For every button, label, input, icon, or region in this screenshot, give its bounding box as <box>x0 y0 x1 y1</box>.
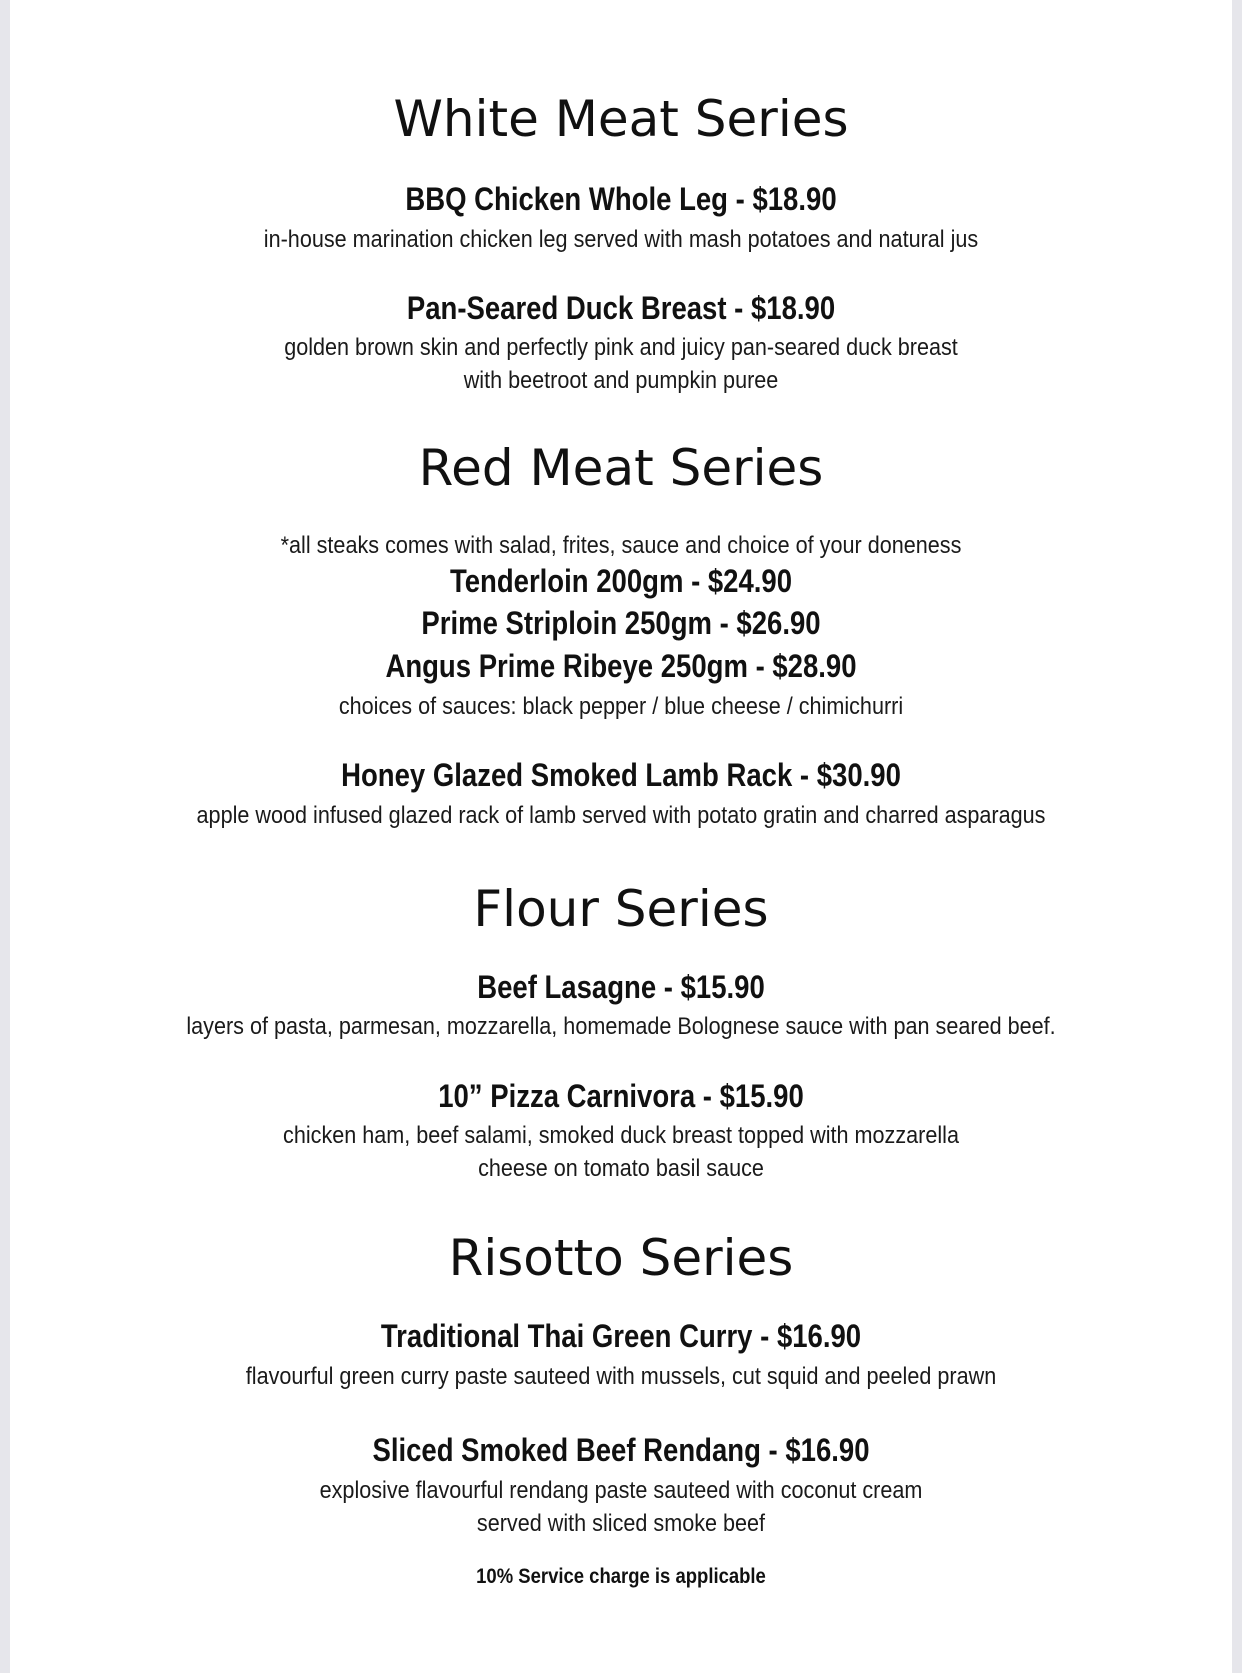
steak-item: Prime Striploin 250gm - $26.90 <box>421 605 821 641</box>
menu-item-description: in-house marination chicken leg served with mash potatoes and natural jus <box>263 226 979 253</box>
menu-item-description: golden brown skin and perfectly pink and juicy pan-seared duck breast <box>284 334 958 361</box>
menu-item-description: apple wood infused glazed rack of lamb served with potato gratin and charred asparagus <box>196 802 1046 829</box>
menu-item-name: Honey Glazed Smoked Lamb Rack - $30.90 <box>341 757 901 793</box>
section-title-risotto: Risotto Series <box>448 1229 794 1287</box>
menu-item-description: flavourful green curry paste sauteed with mussels, cut squid and peeled prawn <box>245 1363 997 1390</box>
section-title-white-meat: White Meat Series <box>393 90 849 148</box>
sauce-choices: choices of sauces: black pepper / blue cheese / chimichurri <box>338 693 904 720</box>
steak-item: Tenderloin 200gm - $24.90 <box>449 563 793 599</box>
menu-item-name: BBQ Chicken Whole Leg - $18.90 <box>405 181 837 217</box>
menu-item-name: Sliced Smoked Beef Rendang - $16.90 <box>372 1432 870 1468</box>
menu-item-name: Traditional Thai Green Curry - $16.90 <box>380 1318 862 1354</box>
menu-item-description: chicken ham, beef salami, smoked duck breast topped with mozzarella <box>283 1122 959 1149</box>
steak-note: *all steaks comes with salad, frites, sauce and choice of your doneness <box>280 532 962 559</box>
menu-item-name: Pan-Seared Duck Breast - $18.90 <box>406 290 836 326</box>
menu-item-name: 10” Pizza Carnivora - $15.90 <box>438 1078 804 1114</box>
menu-item-name: Beef Lasagne - $15.90 <box>477 969 765 1005</box>
menu-item-description: cheese on tomato basil sauce <box>478 1155 764 1182</box>
menu-item-description: layers of pasta, parmesan, mozzarella, homemade Bolognese sauce with pan seared beef. <box>186 1013 1056 1040</box>
menu-item-description: with beetroot and pumpkin puree <box>463 367 779 394</box>
service-charge-note: 10% Service charge is applicable <box>476 1565 766 1588</box>
menu-item-description: served with sliced smoke beef <box>476 1510 766 1537</box>
steak-item: Angus Prime Ribeye 250gm - $28.90 <box>385 648 857 684</box>
menu-page <box>10 0 1232 1673</box>
section-title-flour: Flour Series <box>473 880 769 938</box>
menu-item-description: explosive flavourful rendang paste sauteed with coconut cream <box>319 1477 923 1504</box>
section-title-red-meat: Red Meat Series <box>418 439 824 497</box>
